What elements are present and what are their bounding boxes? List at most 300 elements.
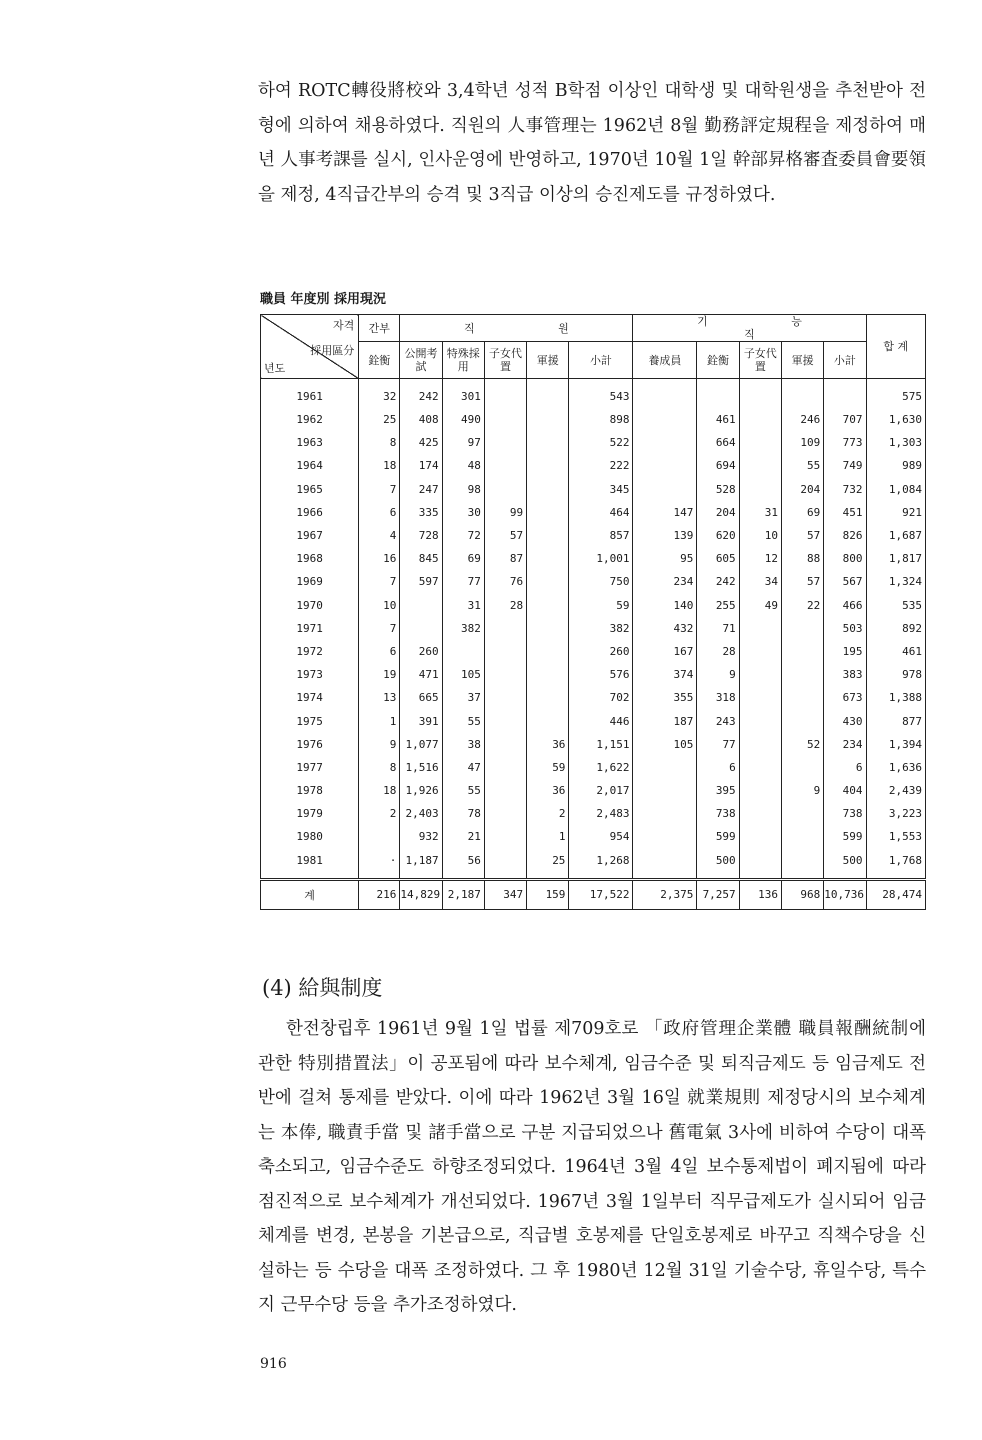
total-cell: 216 [359,879,400,909]
table-cell: 234 [633,570,697,593]
table-cell: 9 [359,733,400,756]
table-row [261,594,926,617]
table-cell: 7 [359,617,400,640]
table-cell [739,802,781,825]
table-row [261,825,926,848]
table-cell: 466 [824,594,866,617]
table-cell: 247 [400,478,442,501]
table-cell: 10 [739,524,781,547]
year-cell: 1977 [261,756,359,779]
table-cell [739,454,781,477]
table-cell: 1,768 [866,849,925,880]
table-cell: 1,001 [569,547,633,570]
table-cell: 105 [442,663,484,686]
table-cell [739,709,781,732]
table-cell [442,640,484,663]
table-cell: 47 [442,756,484,779]
table-cell [781,686,823,709]
table-cell: 222 [569,454,633,477]
table-cell: 451 [824,501,866,524]
table-row [261,663,926,686]
sub-header: 子女代置 [484,342,526,379]
table-cell [781,756,823,779]
table-row [261,379,926,409]
table-cell [633,478,697,501]
table-cell: 9 [781,779,823,802]
table-cell: 543 [569,379,633,409]
year-cell: 1963 [261,431,359,454]
table-cell: 694 [697,454,739,477]
table-cell [484,733,526,756]
section-heading: (4) 給與制度 [262,976,383,1000]
table-cell: 48 [442,454,484,477]
table-cell [527,501,569,524]
table-cell [739,825,781,848]
table-cell [781,640,823,663]
table-cell: 318 [697,686,739,709]
year-cell: 1975 [261,709,359,732]
table-cell: 57 [781,524,823,547]
table-cell: 877 [866,709,925,732]
table-cell: 18 [359,779,400,802]
table-cell [739,686,781,709]
total-cell: 28,474 [866,879,925,909]
table-cell [781,663,823,686]
year-cell: 1978 [261,779,359,802]
pay-system-paragraph: 한전창립후 1961년 9월 1일 법률 제709호로 「政府管理企業體 職員報酬統制에 관한 特別措置法」이 공포됨에 따라 보수체계, 임금수준 및 퇴직금제도 등 임금제도 전반에 걸쳐 통제를 받았다. 이에 따라 1962년 3월 16일 就業規則 제정당시의 보수체계는 本俸, 職責手當 및 諸手當으로 구분 지급되었으나 舊電氣 3사에 비하여 수당이 대폭 축소되고, 임금수준도 하향조정되었다. 1964년 3월 4일 보수통제법이 폐지됨에 따라 점진적으로 보수체계가 개선되었다. 1967년 3월 1일부터 직무급제도가 실시되어 임금체계를 변경, 본봉을 기본급으로, 직급별 호봉제를 단일호봉제로 바꾸고 직책수당을 신설하는 등 수당을 대폭 조정하였다. 그 후 1980년 12월 31일 기술수당, 휴일수당, 특수지 근무수당 등을 추가조정하였다. [258,1019,926,1315]
table-cell: 382 [569,617,633,640]
table-cell: 10 [359,594,400,617]
group-header-jigwon: 직 원 [400,315,633,342]
table-cell: 1 [359,709,400,732]
table-cell: 49 [739,594,781,617]
group-header-total: 합 계 [866,315,925,379]
table-cell: 597 [400,570,442,593]
table-cell: 12 [739,547,781,570]
table-body [261,379,926,880]
table-cell: 1,324 [866,570,925,593]
table-cell: 2 [527,802,569,825]
year-cell: 1968 [261,547,359,570]
table-cell: 88 [781,547,823,570]
table-cell: 57 [781,570,823,593]
table-cell: 471 [400,663,442,686]
table-cell: 71 [697,617,739,640]
table-cell: 139 [633,524,697,547]
table-cell: 95 [633,547,697,570]
table-cell: 738 [824,802,866,825]
year-cell: 1967 [261,524,359,547]
table-cell [484,379,526,409]
table-cell: 22 [781,594,823,617]
table-cell: 921 [866,501,925,524]
table-cell: 408 [400,408,442,431]
table-cell: 36 [527,779,569,802]
year-cell: 1961 [261,379,359,409]
table-cell: 242 [400,379,442,409]
table-cell: 59 [569,594,633,617]
table-cell [739,733,781,756]
total-cell: 7,257 [697,879,739,909]
table-cell: 13 [359,686,400,709]
sub-header: 特殊採用 [442,342,484,379]
table-cell: 522 [569,431,633,454]
year-cell: 1974 [261,686,359,709]
table-cell: 1,636 [866,756,925,779]
table-cell: 7 [359,478,400,501]
sub-header: 小計 [569,342,633,379]
table-row [261,570,926,593]
intro-paragraph: 하여 ROTC轉役將校와 3,4학년 성적 B학점 이상인 대학생 및 대학원생을 추천받아 전형에 의하여 채용하였다. 직원의 人事管理는 1962년 8월 勤務評定規程을 제정하여 매년 人事考課를 실시, 인사운영에 반영하고, 1970년 10월 1일 幹部昇格審査委員會要領을 제정, 4직급간부의 승격 및 3직급 이상의 승진제도를 규정하였다. [258,81,926,205]
table-cell: 1,630 [866,408,925,431]
table-cell: 69 [781,501,823,524]
table-cell: 174 [400,454,442,477]
table-cell: 7 [359,570,400,593]
table-cell: 87 [484,547,526,570]
table-cell [527,663,569,686]
total-cell: 14,829 [400,879,442,909]
table-cell: 575 [866,379,925,409]
table-cell [484,617,526,640]
table-cell: 18 [359,454,400,477]
sub-header-row [261,342,926,379]
table-cell: 383 [824,663,866,686]
table-cell: 430 [824,709,866,732]
table-cell: 105 [633,733,697,756]
table-cell [527,524,569,547]
table-cell [484,849,526,880]
table-cell: 599 [824,825,866,848]
table-cell: 19 [359,663,400,686]
year-cell: 1981 [261,849,359,880]
table-row [261,547,926,570]
table-cell [781,379,823,409]
sub-header: 子女代置 [739,342,781,379]
page-number: 916 [260,1356,287,1372]
table-cell: 98 [442,478,484,501]
table-cell: 109 [781,431,823,454]
year-cell: 1969 [261,570,359,593]
table-cell: 301 [442,379,484,409]
table-cell: 8 [359,756,400,779]
table-row [261,686,926,709]
table-cell: 750 [569,570,633,593]
table-cell: 665 [400,686,442,709]
table-cell [633,802,697,825]
table-cell: 260 [569,640,633,663]
table-cell: 335 [400,501,442,524]
table-cell: 52 [781,733,823,756]
table-cell: 1,394 [866,733,925,756]
table-cell: 989 [866,454,925,477]
table-cell [484,779,526,802]
table-cell: 69 [442,547,484,570]
table-row [261,756,926,779]
table-cell: 77 [442,570,484,593]
table-cell: 9 [697,663,739,686]
table-cell: 1,187 [400,849,442,880]
total-cell: 17,522 [569,879,633,909]
table-cell: 25 [359,408,400,431]
table-cell [739,379,781,409]
table-cell [633,408,697,431]
sub-header: 軍援 [527,342,569,379]
table-cell [633,431,697,454]
table-cell: 167 [633,640,697,663]
table-cell: 490 [442,408,484,431]
table-cell: 140 [633,594,697,617]
table-cell [484,640,526,663]
table-cell [484,408,526,431]
table-cell: 1,077 [400,733,442,756]
table-cell: 446 [569,709,633,732]
table-cell: 97 [442,431,484,454]
year-cell: 1962 [261,408,359,431]
table-cell: 38 [442,733,484,756]
table-cell: 1,622 [569,756,633,779]
table-cell: 6 [824,756,866,779]
table-cell [633,849,697,880]
table-cell: 461 [866,640,925,663]
table-cell [527,570,569,593]
corner-year-label: 년도 [264,362,286,375]
table-cell: 55 [442,709,484,732]
table-row [261,478,926,501]
table-cell: 954 [569,825,633,848]
table-cell [527,454,569,477]
table-cell: 243 [697,709,739,732]
table-cell [527,408,569,431]
table-cell [527,431,569,454]
year-cell: 1973 [261,663,359,686]
table-cell: 978 [866,663,925,686]
table-cell: 345 [569,478,633,501]
table-cell: 1,084 [866,478,925,501]
group-header-ganbu: 간부 [359,315,400,342]
table-cell: 72 [442,524,484,547]
table-cell [484,663,526,686]
table-cell [739,617,781,640]
table-cell: 500 [824,849,866,880]
table-cell: 374 [633,663,697,686]
table-cell [527,478,569,501]
table-cell [484,686,526,709]
corner-category-label: 採用區分 [310,344,355,357]
table-cell: · [359,849,400,880]
table-cell: 892 [866,617,925,640]
table-cell: 1 [527,825,569,848]
table-cell: 37 [442,686,484,709]
table-cell: 57 [484,524,526,547]
sub-header: 養成員 [633,342,697,379]
table-cell [739,779,781,802]
table-cell [633,825,697,848]
table-cell: 16 [359,547,400,570]
table-cell: 195 [824,640,866,663]
total-cell: 2,375 [633,879,697,909]
table-cell: 34 [739,570,781,593]
total-cell: 159 [527,879,569,909]
table-cell: 3,223 [866,802,925,825]
year-cell: 1971 [261,617,359,640]
year-cell: 1966 [261,501,359,524]
table-cell [781,709,823,732]
sub-header: 軍援 [781,342,823,379]
total-cell: 968 [781,879,823,909]
table-row [261,640,926,663]
table-cell: 503 [824,617,866,640]
table-cell: 702 [569,686,633,709]
table-cell [633,779,697,802]
table-cell [739,640,781,663]
table-cell [527,547,569,570]
table-cell [400,594,442,617]
table-cell: 464 [569,501,633,524]
year-cell: 1980 [261,825,359,848]
table-cell: 535 [866,594,925,617]
table-cell: 599 [697,825,739,848]
table-cell: 1,151 [569,733,633,756]
total-label: 계 [261,879,359,909]
table-cell [527,379,569,409]
year-cell: 1976 [261,733,359,756]
table-cell: 620 [697,524,739,547]
table-cell [781,617,823,640]
table-cell: 800 [824,547,866,570]
table-cell [739,478,781,501]
table-cell: 31 [739,501,781,524]
table-cell: 749 [824,454,866,477]
table-cell: 382 [442,617,484,640]
table-cell: 2,483 [569,802,633,825]
table-cell: 204 [781,478,823,501]
table-cell: 28 [484,594,526,617]
year-cell: 1979 [261,802,359,825]
table-cell: 773 [824,431,866,454]
sub-header: 公開考試 [400,342,442,379]
table-row [261,849,926,880]
table-row [261,501,926,524]
table-cell: 25 [527,849,569,880]
year-cell: 1970 [261,594,359,617]
table-cell: 1,388 [866,686,925,709]
table-cell: 1,516 [400,756,442,779]
table-cell: 99 [484,501,526,524]
table-cell: 242 [697,570,739,593]
table-cell: 21 [442,825,484,848]
recruitment-table [260,314,926,910]
table-cell: 432 [633,617,697,640]
table-cell [633,756,697,779]
table-cell: 567 [824,570,866,593]
sub-header: 銓衡 [359,342,400,379]
table-cell [527,686,569,709]
table-cell: 1,687 [866,524,925,547]
table-cell: 857 [569,524,633,547]
year-cell: 1964 [261,454,359,477]
table-cell [484,756,526,779]
sub-header: 小計 [824,342,866,379]
table-cell [781,802,823,825]
table-cell: 255 [697,594,739,617]
table-cell [484,478,526,501]
table-row [261,524,926,547]
table-cell: 2,439 [866,779,925,802]
table-cell [781,849,823,880]
table-cell: 187 [633,709,697,732]
table-cell: 2,017 [569,779,633,802]
table-cell: 425 [400,431,442,454]
table-cell: 576 [569,663,633,686]
table-cell: 8 [359,431,400,454]
table-cell: 76 [484,570,526,593]
table-cell [824,379,866,409]
table-cell [633,379,697,409]
table-cell [739,849,781,880]
table-cell: 528 [697,478,739,501]
table-cell: 77 [697,733,739,756]
table-cell: 1,553 [866,825,925,848]
table-cell [697,379,739,409]
table-cell: 32 [359,379,400,409]
table-cell: 1,926 [400,779,442,802]
table-cell: 204 [697,501,739,524]
table-cell: 147 [633,501,697,524]
table-cell [739,431,781,454]
table-cell: 732 [824,478,866,501]
table-row [261,454,926,477]
table-cell: 55 [781,454,823,477]
table-cell: 28 [697,640,739,663]
table-cell: 260 [400,640,442,663]
corner-qualification-label: 자격 [332,319,355,332]
table-cell [633,454,697,477]
table-cell: 4 [359,524,400,547]
total-row [261,879,926,909]
table-cell: 31 [442,594,484,617]
table-caption: 職員 年度別 採用現況 [260,292,387,307]
total-cell: 2,187 [442,879,484,909]
table-cell: 1,303 [866,431,925,454]
table-row [261,802,926,825]
table-cell: 673 [824,686,866,709]
table-cell [781,825,823,848]
table-cell [527,640,569,663]
table-cell: 845 [400,547,442,570]
table-cell: 404 [824,779,866,802]
table-cell: 1,268 [569,849,633,880]
table-cell: 461 [697,408,739,431]
table-cell: 55 [442,779,484,802]
total-cell: 10,736 [824,879,866,909]
corner-header [261,315,359,379]
year-cell: 1972 [261,640,359,663]
table-cell [527,594,569,617]
table-cell: 932 [400,825,442,848]
table-cell: 2 [359,802,400,825]
table-cell: 36 [527,733,569,756]
total-cell: 347 [484,879,526,909]
table-cell: 391 [400,709,442,732]
table-cell: 78 [442,802,484,825]
table-cell [484,709,526,732]
table-cell: 826 [824,524,866,547]
table-row [261,709,926,732]
table-cell: 6 [359,501,400,524]
total-cell: 136 [739,879,781,909]
table-cell [739,756,781,779]
table-cell: 234 [824,733,866,756]
